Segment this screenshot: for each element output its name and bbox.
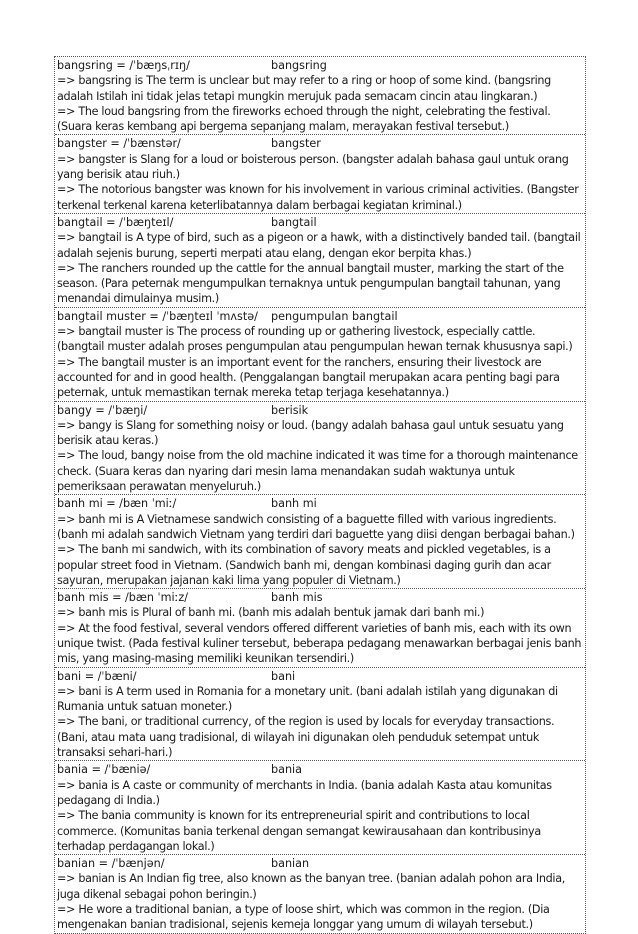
entry-header [57, 496, 583, 511]
entry-header [57, 403, 583, 418]
dictionary-entry [55, 214, 585, 308]
entry-header [57, 856, 583, 871]
translation: bania [271, 763, 303, 777]
definition: => banh mis is Plural of banh mi. (banh mis adalah bentuk jamak dari banh mi.) [57, 606, 485, 620]
example-sentence: => The banh mi sandwich, with its combination of savory meats and pickled vegetables, is a popular street food in Vietnam. (Sandwich banh mi, dengan kombinasi daging gurih dan acar sayuran, merupakan jajanan kaki lima yang populer di Vietnam.) [57, 543, 551, 587]
dictionary-entry [55, 308, 585, 402]
example-sentence: => The loud bangsring from the fireworks echoed through the night, celebrating the festival. (Suara keras kembang api bergema sepanjang malam, merayakan festival tersebut.) [57, 104, 551, 134]
definition: => bania is A caste or community of merchants in India. (bania adalah Kasta atau komunitas pedagang di India.) [57, 778, 552, 807]
example-sentence: => The notorious bangster was known for his involvement in various criminal activities. (Bangster terkenal terkenal karena keterlibatannya dalam berbagai kegiatan kriminal.) [57, 183, 579, 212]
dictionary-entry [55, 668, 585, 762]
dictionary-entry [55, 135, 585, 213]
entry-header [57, 136, 583, 151]
entry-header [57, 590, 583, 605]
dictionary-entry [55, 495, 585, 589]
entry-header [57, 669, 583, 684]
headword-pronunciation: banh mi = /bæn ˈmiː/ [57, 497, 177, 511]
definition: => bangsring is The term is unclear but may refer to a ring or hoop of some kind. (bangsring adalah Istilah ini tidak jelas tetapi mungkin merujuk pada semacam cincin atau lingkaran.) [57, 74, 551, 103]
definition: => bangy is Slang for something noisy or loud. (bangy adalah bahasa gaul untuk sesuatu yang berisik atau keras.) [57, 418, 564, 448]
headword-pronunciation: bangtail = /ˈbæŋteɪl/ [57, 215, 174, 229]
headword-pronunciation: banh mis = /bæn ˈmiːz/ [57, 591, 189, 605]
translation: bangster [271, 137, 321, 151]
example-sentence: => At the food festival, several vendors offered different varieties of banh mis, each with its own unique twist. (Pada festival kuliner tersebut, beberapa pedagang menawarkan berbagai jenis banh mis, yang masing-masing memiliki keunikan tersendiri.) [57, 621, 582, 666]
dictionary-entry [55, 402, 585, 496]
example-sentence: => The bania community is known for its entrepreneurial spirit and contributions to local commerce. (Komunitas bania terkenal dengan semangat kewirausahaan dan kontribusinya terhadap perdagangan lokal.) [57, 809, 541, 853]
dictionary-entry [55, 589, 585, 667]
definition: => bani is A term used in Romania for a monetary unit. (bani adalah istilah yang digunakan di Rumania untuk satuan moneter.) [57, 684, 558, 714]
headword-pronunciation: bangsring = /ˈbæŋsˌrɪŋ/ [57, 59, 190, 72]
headword-pronunciation: bangy = /ˈbæŋi/ [57, 403, 148, 417]
example-sentence: => He wore a traditional banian, a type of loose shirt, which was common in the region. (Dia mengenakan banian tradisional, sejenis kemeja longgar yang umum di wilayah tersebut.) [57, 903, 550, 932]
definition: => bangtail muster is The process of rounding up or gathering livestock, especially cattle. (bangtail muster adalah proses pengumpulan atau pengumpulan hewan ternak khususnya sapi.) [57, 325, 573, 354]
translation: bangtail [271, 215, 317, 229]
headword-pronunciation: banian = /ˈbænjən/ [57, 857, 165, 871]
entry-header [57, 58, 583, 73]
translation: berisik [271, 403, 309, 417]
headword-pronunciation: bangster = /ˈbænstər/ [57, 137, 181, 151]
dictionary-entry [55, 57, 585, 135]
example-sentence: => The ranchers rounded up the cattle for the annual bangtail muster, marking the start of the season. (Para peternak mengumpulkan ternaknya untuk pengumpulan bangtail tahunan, yang menandai dimulainya musim.) [57, 261, 564, 306]
example-sentence: => The bani, or traditional currency, of the region is used by locals for everyday transactions. (Bani, atau mata uang tradisional, di wilayah ini digunakan oleh penduduk setempat untuk transaksi sehari-hari.) [57, 715, 555, 760]
example-sentence: => The loud, bangy noise from the old machine indicated it was time for a thorough maintenance check. (Suara keras dan nyaring dari mesin lama menandakan sudah waktunya untuk pemeriksaan perawatan menyeluruh.) [57, 449, 578, 494]
dictionary-table [54, 56, 586, 934]
translation: bangsring [271, 59, 327, 72]
headword-pronunciation: bani = /ˈbæni/ [57, 669, 137, 683]
definition: => banian is An Indian fig tree, also known as the banyan tree. (banian adalah pohon ara India, juga dikenal sebagai pohon beringin.) [57, 872, 565, 901]
dictionary-entry [55, 855, 585, 932]
definition: => banh mi is A Vietnamese sandwich consisting of a baguette filled with various ingredients. (banh mi adalah sandwich Vietnam yang terdiri dari baguette yang diisi dengan berbagai bahan.) [57, 512, 575, 541]
dictionary-entry [55, 761, 585, 855]
translation: bani [271, 669, 296, 683]
translation: banh mi [271, 497, 317, 511]
entry-header [57, 215, 583, 230]
example-sentence: => The bangtail muster is an important event for the ranchers, ensuring their livestock are accounted for and in good health. (Penggalangan bangtail merupakan acara penting bagi para peternak, untuk memastikan ternak mereka tetap terjaga kesehatannya.) [57, 355, 560, 400]
entry-header [57, 762, 583, 777]
translation: banh mis [271, 591, 323, 605]
headword-pronunciation: bania = /ˈbæniə/ [57, 763, 151, 777]
translation: pengumpulan bangtail [271, 309, 398, 323]
definition: => bangster is Slang for a loud or boisterous person. (bangster adalah bahasa gaul untuk orang yang berisik atau riuh.) [57, 152, 569, 182]
entry-header [57, 309, 583, 324]
definition: => bangtail is A type of bird, such as a pigeon or a hawk, with a distinctively banded tail. (bangtail adalah sejenis burung, seperti merpati atau elang, dengan ekor berpita khas.) [57, 231, 581, 260]
headword-pronunciation: bangtail muster = /ˈbæŋteɪl ˈmʌstə/ [57, 309, 258, 323]
translation: banian [271, 857, 310, 871]
